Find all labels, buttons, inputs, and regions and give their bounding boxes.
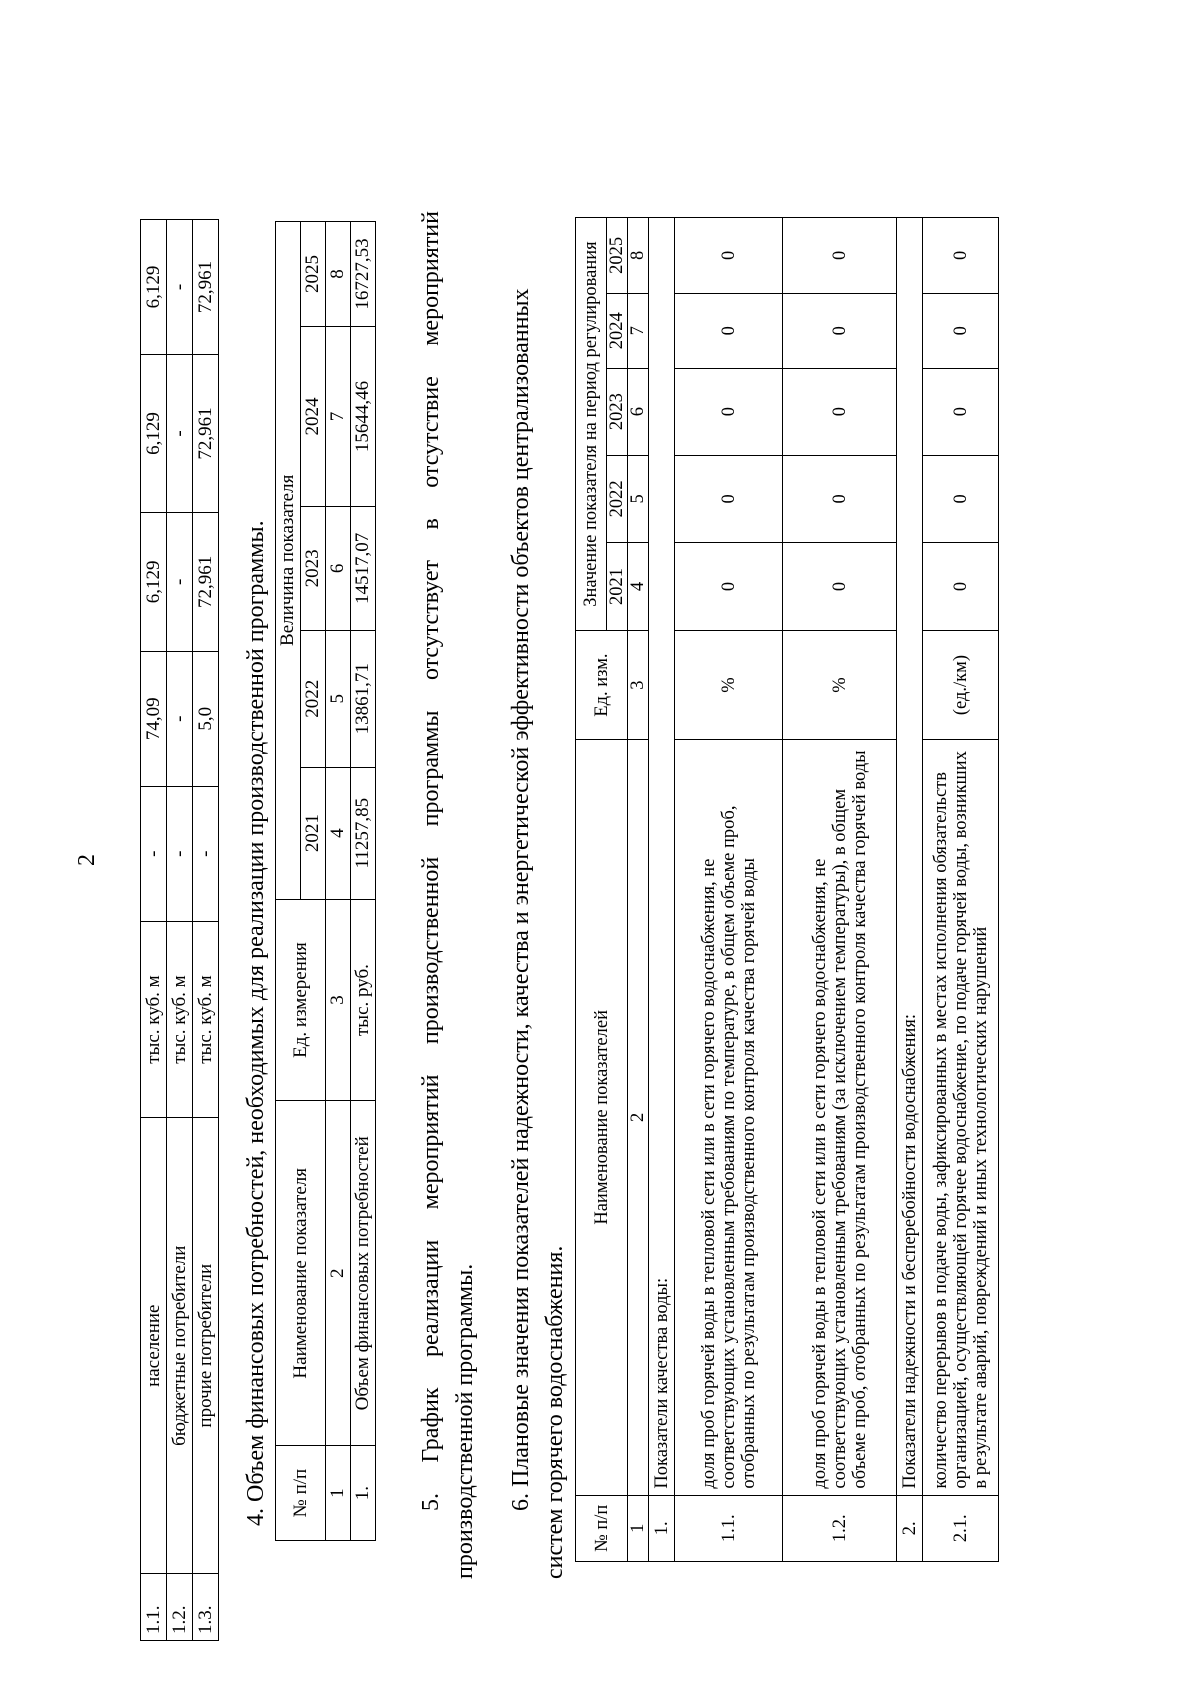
row-value: 0 — [675, 368, 783, 455]
row-num: 1. — [351, 1446, 376, 1541]
column-index: 8 — [628, 218, 649, 294]
row-value: 0 — [923, 368, 999, 455]
header-name: Наименование показателей — [576, 740, 628, 1496]
row-num: 1. — [649, 1495, 675, 1561]
section-6-heading-line-1: 6. Плановые значения показателей надежности, качества и энергетической эффективности объектов централизованных — [508, 288, 534, 1511]
section-5-line-2: производственной программы. — [452, 1263, 478, 1579]
table-row — [923, 218, 999, 1562]
row-value: 6,129 — [141, 220, 167, 355]
section-5-word: отсутствует — [418, 559, 444, 681]
section-5-word: 5. — [418, 1493, 444, 1511]
column-index: 6 — [326, 506, 351, 630]
row-value: 0 — [783, 218, 897, 294]
row-value: 0 — [923, 218, 999, 294]
row-unit: тыс. руб. — [351, 899, 376, 1101]
row-value: 11257,85 — [351, 767, 376, 899]
section-5-word: отсутствие — [418, 376, 444, 488]
column-index: 6 — [628, 368, 649, 455]
column-index: 5 — [628, 455, 649, 542]
row-value: 0 — [923, 455, 999, 542]
row-value: 6,129 — [141, 354, 167, 512]
header-year: 2022 — [301, 630, 326, 767]
row-value: 0 — [675, 218, 783, 294]
table-row — [783, 218, 897, 1562]
row-num: 1.2. — [783, 1495, 897, 1561]
group-title: Показатели надежности и бесперебойности водоснабжения: — [897, 218, 923, 1496]
header-year: 2023 — [607, 368, 628, 455]
row-value: 14517,07 — [351, 506, 376, 630]
row-name: Объем финансовых потребностей — [351, 1101, 376, 1446]
row-name: доля проб горячей воды в тепловой сети или в сети горячего водоснабжения, не соответствующих установленным требованиям по температуре, в общем объеме проб, отобранных по результатам производственного контроля качества горячей воды — [675, 740, 783, 1496]
section-5-word: производственной — [418, 856, 444, 1045]
header-name: Наименование показателя — [276, 1101, 326, 1446]
row-name: количество перерывов в подаче воды, зафиксированных в местах исполнения обязательств организацией, осуществляющей горячее водоснабжение, по подаче горячей воды, возникших в результате аварий, повреждений и иных технологических нарушений — [923, 740, 999, 1496]
header-unit: Ед. измерения — [276, 899, 326, 1101]
row-num: 2.1. — [923, 1495, 999, 1561]
table-row — [675, 218, 783, 1562]
column-index: 1 — [326, 1446, 351, 1541]
column-index: 4 — [628, 542, 649, 630]
row-value: 13861,71 — [351, 630, 376, 767]
row-unit: тыс. куб. м — [141, 921, 167, 1118]
section-5-word: График — [418, 1387, 444, 1463]
row-unit: тыс. куб. м — [193, 921, 219, 1118]
header-value: Величина показателя — [276, 222, 301, 900]
column-index: 4 — [326, 767, 351, 899]
row-value: 0 — [783, 542, 897, 630]
column-index: 3 — [326, 899, 351, 1101]
row-value: 0 — [675, 455, 783, 542]
row-value: 0 — [675, 542, 783, 630]
row-value: 72,961 — [193, 512, 219, 651]
column-index: 3 — [628, 631, 649, 740]
header-value: Значение показателя на период регулирования — [576, 218, 607, 631]
row-num: 1.1. — [675, 1495, 783, 1561]
header-year: 2021 — [301, 767, 326, 899]
group-row-quality — [649, 218, 675, 1562]
header-num: № п/п — [276, 1446, 326, 1541]
header-year: 2021 — [607, 542, 628, 630]
row-unit: % — [783, 631, 897, 740]
section-5-word: программы — [418, 710, 444, 827]
group-title: Показатели качества воды: — [649, 218, 675, 1496]
financial-needs-table — [275, 221, 376, 1541]
column-index: 7 — [326, 327, 351, 507]
consumption-table — [140, 219, 219, 1641]
row-value: - — [141, 786, 167, 921]
header-year: 2025 — [607, 218, 628, 294]
row-value: 72,961 — [193, 354, 219, 512]
header-unit: Ед. изм. — [576, 631, 628, 740]
row-unit: (ед./км) — [923, 631, 999, 740]
row-num: 2. — [897, 1495, 923, 1561]
column-index: 1 — [628, 1495, 649, 1561]
header-year: 2023 — [301, 506, 326, 630]
row-value: 0 — [783, 455, 897, 542]
header-year: 2022 — [607, 455, 628, 542]
row-value: - — [167, 220, 193, 355]
row-value: 72,961 — [193, 220, 219, 355]
section-5-line-1 — [418, 211, 445, 1511]
row-name: бюджетные потребители — [167, 1118, 193, 1574]
section-5-word: мероприятий — [418, 211, 444, 346]
row-num: 1.1. — [141, 1574, 167, 1641]
table-row — [167, 220, 193, 1641]
section-5-word: в — [418, 518, 444, 530]
row-value: 6,129 — [141, 512, 167, 651]
row-value: - — [167, 786, 193, 921]
section-6-heading-line-2: систем горячего водоснабжения. — [542, 1245, 568, 1579]
row-unit: тыс. куб. м — [167, 921, 193, 1118]
row-name: прочие потребители — [193, 1118, 219, 1574]
column-index: 2 — [326, 1101, 351, 1446]
section-5-word: мероприятий — [418, 1074, 444, 1210]
column-index: 2 — [628, 740, 649, 1496]
row-value: 0 — [783, 368, 897, 455]
row-unit: % — [675, 631, 783, 740]
row-num: 1.3. — [193, 1574, 219, 1641]
section-5-word: реализации — [418, 1239, 444, 1358]
indicators-table — [575, 217, 999, 1562]
header-year: 2024 — [607, 293, 628, 368]
table-row — [193, 220, 219, 1641]
section-4-heading: 4. Объем финансовых потребностей, необходимых для реализации производственной программы. — [243, 520, 269, 1526]
row-value: 5,0 — [193, 651, 219, 786]
table-row — [351, 222, 376, 1541]
row-value: - — [193, 786, 219, 921]
row-num: 1.2. — [167, 1574, 193, 1641]
row-value: 74,09 — [141, 651, 167, 786]
header-year: 2024 — [301, 327, 326, 507]
column-index: 5 — [326, 630, 351, 767]
row-value: - — [167, 354, 193, 512]
row-value: - — [167, 512, 193, 651]
table-row — [141, 220, 167, 1641]
header-year: 2025 — [301, 222, 326, 327]
row-value: 16727,53 — [351, 222, 376, 327]
row-value: 0 — [675, 293, 783, 368]
header-num: № п/п — [576, 1495, 628, 1561]
row-value: 15644,46 — [351, 327, 376, 507]
row-name: население — [141, 1118, 167, 1574]
column-index: 7 — [628, 293, 649, 368]
group-row-reliability — [897, 218, 923, 1562]
row-name: доля проб горячей воды в тепловой сети или в сети горячего водоснабжения, не соответствующих установленным требованиям (за исключением температуры), в общем объеме проб, отобранных по результатам производственного контроля качества горячей воды — [783, 740, 897, 1496]
page-number: 2 — [74, 854, 100, 866]
row-value: 0 — [783, 293, 897, 368]
row-value: - — [167, 651, 193, 786]
row-value: 0 — [923, 293, 999, 368]
row-value: 0 — [923, 542, 999, 630]
column-index: 8 — [326, 222, 351, 327]
